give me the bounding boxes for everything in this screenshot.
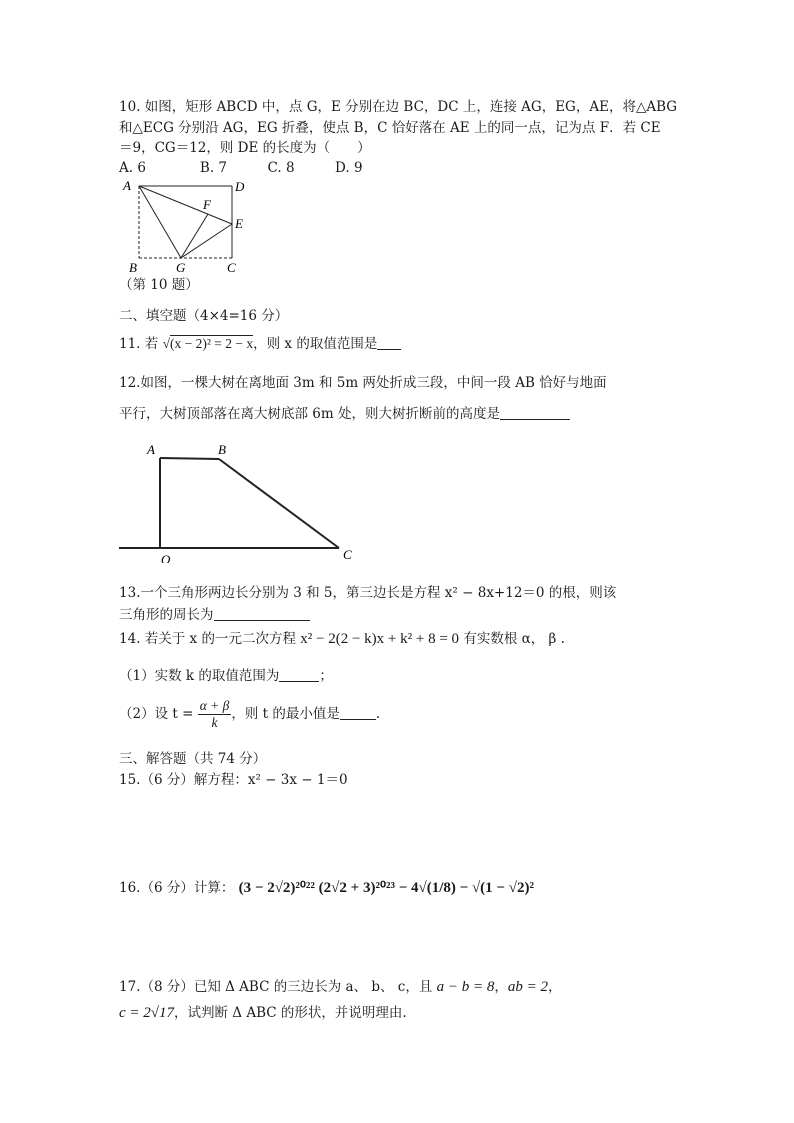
q10-label-F: F [203, 197, 211, 212]
q10-caption: （第 10 题） [119, 277, 199, 293]
q16 [119, 876, 534, 900]
q14-prefix: 14. 若关于 x 的一元二次方程 [119, 631, 296, 647]
q17-sep: ， [494, 979, 508, 995]
q17-cond2: ab = 2 [507, 979, 549, 995]
q10-label-D: D [235, 179, 245, 194]
q14-part1 [119, 666, 333, 686]
q12-line2-text: 平行，大树顶部落在离大树底部 6m 处，则大树折断前的高度是 [119, 406, 500, 422]
q13-line2 [119, 605, 310, 625]
q14-frac-num: α + β [199, 698, 230, 713]
q14-equation: x² − 2(2 − k)x + k² + 8 = 0 [300, 631, 460, 647]
q11-expr: (x − 2)² = 2 − x [169, 336, 254, 351]
q12-label-O: O [161, 552, 171, 563]
q10-line3: ＝9，CG＝12，则 DE 的长度为（ ） [119, 140, 371, 156]
q10-label-A: A [123, 178, 131, 193]
q14-part2-prefix: （2）设 t = [119, 706, 194, 722]
q11-suffix: ，则 x 的取值范围是 [253, 336, 378, 352]
section2-heading: 二、填空题（4×4=16 分） [119, 308, 289, 324]
q15: 15.（6 分）解方程：x² − 3x − 1＝0 [119, 772, 348, 788]
q14-line1 [119, 629, 565, 649]
q10-line2: 和△ECG 分别沿 AG，EG 折叠，使点 B，C 恰好落在 AE 上的同一点，记为点 F．若 CE [119, 120, 661, 136]
q12-answer-blank[interactable] [500, 405, 570, 420]
q12-line1: 12.如图，一棵大树在离地面 3m 和 5m 两处折成三段，中间一段 AB 恰好与地面 [119, 375, 607, 391]
q17-cond1: a − b = 8 [436, 979, 495, 995]
section3-heading: 三、解答题（共 74 分） [119, 751, 267, 767]
q17-prefix: 17.（8 分）已知 Δ ABC 的三边长为 a、 b、 c，且 [119, 979, 433, 995]
q14-part2-suffix: ，则 t 的最小值是 [231, 706, 340, 722]
q10-figure [119, 178, 259, 278]
q10-label-C: C [227, 260, 236, 275]
q14-fraction [198, 698, 232, 731]
q11-answer-blank[interactable] [377, 335, 401, 350]
q17-cond3: c = 2√17 [119, 1005, 175, 1021]
q14-part1-text: （1）实数 k 的取值范围为 [119, 668, 280, 684]
q10-label-B: B [129, 260, 137, 275]
q14-part1-blank[interactable] [279, 667, 319, 682]
q10-line1: 10. 如图，矩形 ABCD 中，点 G，E 分别在边 BC，DC 上，连接 AG，EG，AE，将△ABG [119, 99, 678, 115]
q14-part2 [119, 698, 380, 731]
q12-label-A: A [147, 442, 155, 457]
q11-prefix: 11. 若 [119, 336, 159, 352]
q12-label-B: B [218, 442, 226, 457]
q17-line2 [119, 1003, 407, 1023]
q10-label-E: E [235, 216, 243, 231]
q14-frac-den: k [211, 715, 218, 730]
q17-line1 [119, 977, 562, 997]
q10-label-G: G [176, 260, 186, 275]
q17-line2-suffix: ，试判断 Δ ABC 的形状，并说明理由. [174, 1005, 407, 1021]
q11 [119, 334, 401, 354]
q16-expression: (3 − 2√2)²⁰²² (2√2 + 3)²⁰²³ − 4√(1/8) − √(1 − √2)² [238, 880, 534, 896]
q13-answer-blank[interactable] [214, 606, 310, 621]
q10-options: A. 6 B. 7 C. 8 D. 9 [119, 160, 363, 176]
q12-figure [119, 438, 359, 563]
q11-expression: √(x − 2)² = 2 − x [162, 336, 254, 351]
q14-part1-end: ； [319, 668, 333, 684]
q13-line2-text: 三角形的周长为 [119, 607, 214, 623]
q16-prefix: 16.（6 分）计算： [119, 880, 235, 896]
q17-line1-end: ， [548, 979, 562, 995]
q12-line2 [119, 404, 570, 424]
q14-suffix: 有实数根 α， β . [463, 631, 565, 647]
q13-line1: 13.一个三角形两边长分别为 3 和 5，第三边长是方程 x² − 8x+12＝0 的根，则该 [119, 585, 617, 601]
q12-label-C: C [343, 547, 352, 562]
q14-part2-blank[interactable] [340, 705, 376, 720]
q14-part2-end: . [375, 706, 381, 722]
